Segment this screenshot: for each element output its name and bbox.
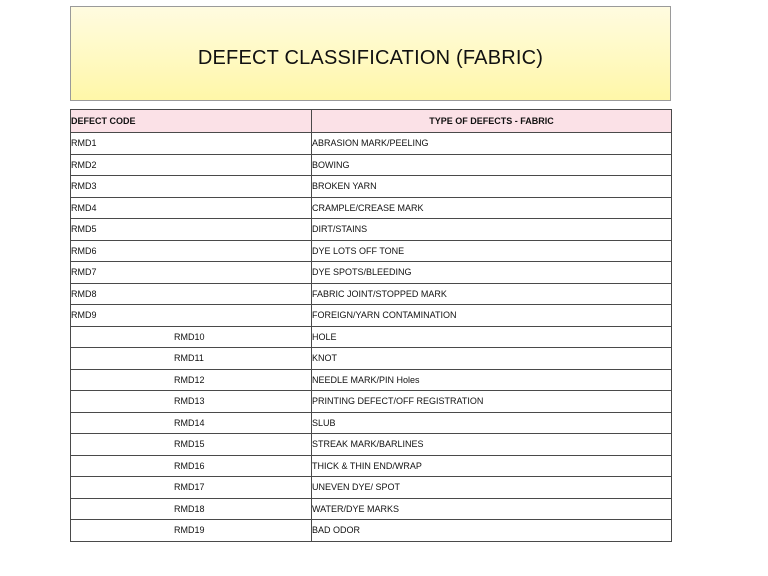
- page-title: DEFECT CLASSIFICATION (FABRIC): [197, 47, 544, 69]
- defect-code-cell: RMD1: [71, 133, 312, 155]
- table-row: [71, 455, 672, 477]
- defect-code-cell: RMD19: [71, 520, 312, 542]
- defect-type-cell: NEEDLE MARK/PIN Holes: [312, 369, 672, 391]
- defect-type-cell: BAD ODOR: [312, 520, 672, 542]
- defect-type-cell: BOWING: [312, 154, 672, 176]
- defect-type-cell: KNOT: [312, 348, 672, 370]
- defect-type-cell: DYE LOTS OFF TONE: [312, 240, 672, 262]
- title-banner: [70, 6, 671, 101]
- defect-code-cell: RMD18: [71, 498, 312, 520]
- defect-type-cell: CRAMPLE/CREASE MARK: [312, 197, 672, 219]
- defect-code-cell: RMD7: [71, 262, 312, 284]
- defect-type-cell: FABRIC JOINT/STOPPED MARK: [312, 283, 672, 305]
- defect-code-cell: RMD14: [71, 412, 312, 434]
- table-row: [71, 305, 672, 327]
- table-row: [71, 391, 672, 413]
- defect-code-cell: RMD13: [71, 391, 312, 413]
- defect-code-cell: RMD12: [71, 369, 312, 391]
- defect-code-cell: RMD5: [71, 219, 312, 241]
- defect-type-cell: DYE SPOTS/BLEEDING: [312, 262, 672, 284]
- table-row: [71, 326, 672, 348]
- defect-type-cell: WATER/DYE MARKS: [312, 498, 672, 520]
- defect-code-cell: RMD6: [71, 240, 312, 262]
- defect-type-cell: ABRASION MARK/PEELING: [312, 133, 672, 155]
- table-header-row: [71, 110, 672, 133]
- defect-type-cell: STREAK MARK/BARLINES: [312, 434, 672, 456]
- defect-type-cell: DIRT/STAINS: [312, 219, 672, 241]
- defect-code-cell: RMD4: [71, 197, 312, 219]
- defect-type-cell: UNEVEN DYE/ SPOT: [312, 477, 672, 499]
- defect-code-header: DEFECT CODE: [71, 110, 312, 133]
- defect-type-cell: SLUB: [312, 412, 672, 434]
- defect-code-cell: RMD11: [71, 348, 312, 370]
- table-row: [71, 498, 672, 520]
- table-row: [71, 240, 672, 262]
- defect-code-cell: RMD10: [71, 326, 312, 348]
- table-row: [71, 154, 672, 176]
- table-row: [71, 197, 672, 219]
- table-row: [71, 434, 672, 456]
- defect-code-cell: RMD9: [71, 305, 312, 327]
- defect-type-cell: BROKEN YARN: [312, 176, 672, 198]
- table-row: [71, 283, 672, 305]
- defect-code-cell: RMD17: [71, 477, 312, 499]
- defect-type-cell: HOLE: [312, 326, 672, 348]
- table-row: [71, 176, 672, 198]
- defect-code-cell: RMD16: [71, 455, 312, 477]
- defect-type-cell: FOREIGN/YARN CONTAMINATION: [312, 305, 672, 327]
- defect-code-cell: RMD8: [71, 283, 312, 305]
- table-row: [71, 477, 672, 499]
- defect-code-cell: RMD15: [71, 434, 312, 456]
- table-row: [71, 133, 672, 155]
- defect-code-cell: RMD2: [71, 154, 312, 176]
- table-row: [71, 520, 672, 542]
- defect-type-header: TYPE OF DEFECTS - FABRIC: [312, 110, 672, 133]
- defect-table: [70, 109, 672, 542]
- table-row: [71, 219, 672, 241]
- table-row: [71, 369, 672, 391]
- table-row: [71, 412, 672, 434]
- defect-code-cell: RMD3: [71, 176, 312, 198]
- defect-type-cell: THICK & THIN END/WRAP: [312, 455, 672, 477]
- table-row: [71, 348, 672, 370]
- defect-type-cell: PRINTING DEFECT/OFF REGISTRATION: [312, 391, 672, 413]
- table-row: [71, 262, 672, 284]
